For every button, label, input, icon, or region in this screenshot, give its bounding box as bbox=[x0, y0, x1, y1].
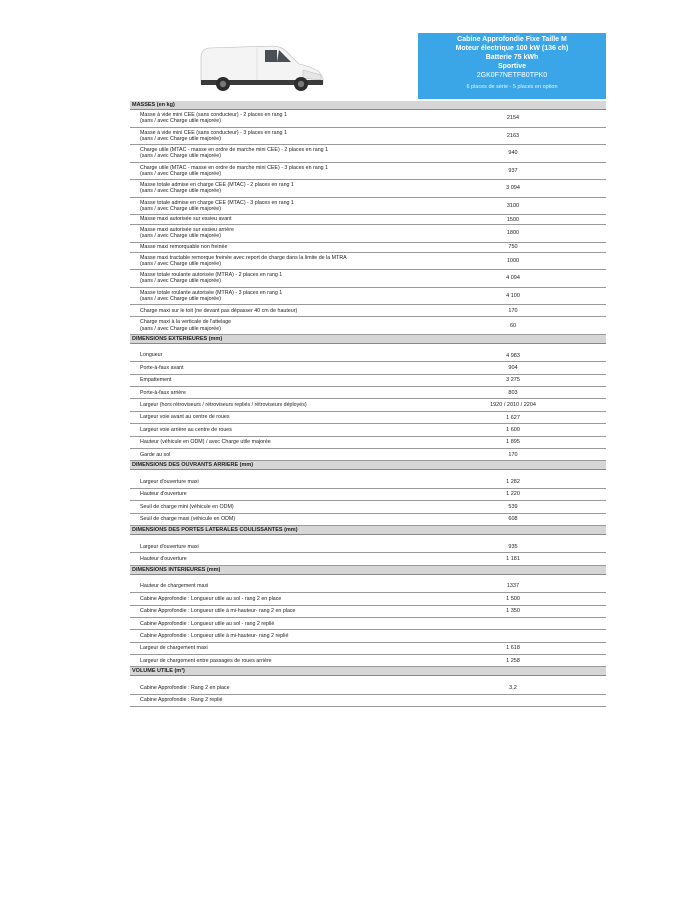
row-label: Masse maxi autorisée sur essieu arrière bbox=[140, 227, 234, 234]
row-label: Garde au sol bbox=[140, 451, 171, 458]
table-row bbox=[130, 215, 606, 225]
row-value: 1 895 bbox=[506, 439, 520, 446]
row-value: 1 220 bbox=[506, 491, 520, 498]
row-value: 1 282 bbox=[506, 479, 520, 486]
spec-table bbox=[130, 101, 606, 707]
row-value: 940 bbox=[508, 150, 518, 157]
row-value: 2154 bbox=[506, 115, 520, 122]
row-value: 1 181 bbox=[506, 556, 520, 563]
row-label: Charge maxi sur le toit (ne devant pas dépasser 40 cm de hauteur) bbox=[140, 307, 298, 314]
row-value: 1800 bbox=[506, 230, 520, 237]
row-sublabel: (sans / avec Charge utile majorée) bbox=[140, 325, 221, 332]
row-value: 1 500 bbox=[506, 595, 520, 602]
row-label: Hauteur d'ouverture bbox=[140, 555, 187, 562]
row-value: 750 bbox=[508, 244, 518, 250]
row-label: Masse maxi autorisée sur essieu avant bbox=[140, 216, 232, 223]
row-sublabel: (sans / avec Charge utile majorée) bbox=[140, 260, 221, 267]
table-row bbox=[130, 553, 606, 565]
table-row bbox=[130, 541, 606, 553]
row-value: 1 627 bbox=[506, 414, 520, 421]
row-label: Masse maxi tractable remorque freinée avec report de charge dans la limite de la MTRA bbox=[140, 254, 347, 261]
row-value: 1500 bbox=[506, 216, 520, 223]
row-label: Largeur d'ouverture maxi bbox=[140, 479, 199, 485]
header-line2: Moteur électrique 100 kW (136 ch) bbox=[455, 45, 569, 52]
row-sublabel: (sans / avec Charge utile majorée) bbox=[140, 118, 221, 125]
table-row bbox=[130, 581, 606, 593]
row-label: Cabine Approfondie : Rang 2 replié bbox=[140, 697, 223, 704]
row-value: 803 bbox=[508, 389, 518, 396]
row-value: 3 094 bbox=[506, 185, 520, 192]
row-label: Masse totale admise en charge CEE (MTAC) - 3 places en rang 1 bbox=[140, 199, 294, 206]
row-label: Charge utile (MTAC - masse en ordre de marche mini CEE) - 2 places en rang 1 bbox=[140, 147, 329, 154]
row-value: 608 bbox=[508, 516, 518, 523]
row-value: 4 983 bbox=[506, 352, 520, 359]
row-value: 1 350 bbox=[506, 608, 520, 615]
table-row bbox=[130, 449, 606, 461]
row-label: Cabine Approfondie : Longueur utile au sol - rang 2 en place bbox=[140, 595, 282, 602]
row-label: Porte-à-faux arrière bbox=[140, 389, 186, 396]
row-value: 539 bbox=[508, 503, 518, 510]
row-value: 2163 bbox=[506, 132, 520, 139]
row-sublabel: (sans / avec Charge utile majorée) bbox=[140, 278, 221, 285]
row-value: 1 258 bbox=[506, 657, 520, 664]
row-sublabel: (sans / avec Charge utile majorée) bbox=[140, 170, 221, 177]
row-label: Largeur d'ouverture maxi bbox=[140, 543, 199, 550]
places-note: 6 places de série - 5 places en option bbox=[466, 84, 558, 90]
table-row bbox=[130, 593, 606, 605]
row-label: Charge maxi à la verticale de l'attelage bbox=[140, 319, 232, 326]
row-value: 4 094 bbox=[506, 275, 520, 282]
table-row bbox=[130, 655, 606, 667]
row-label: Largeur voie avant au centre de roues bbox=[140, 414, 230, 421]
row-label: Largeur de chargement entre passages de roues arrière bbox=[140, 657, 272, 664]
table-row bbox=[130, 476, 606, 488]
row-value: 935 bbox=[508, 543, 518, 550]
row-sublabel: (sans / avec Charge utile majorée) bbox=[140, 205, 221, 212]
row-sublabel: (sans / avec Charge utile majorée) bbox=[140, 153, 221, 160]
row-label: Hauteur d'ouverture bbox=[140, 491, 187, 498]
row-value: 1337 bbox=[506, 583, 520, 590]
table-row bbox=[130, 253, 606, 271]
table-row bbox=[130, 618, 606, 630]
table-row bbox=[130, 198, 606, 216]
row-value: 170 bbox=[508, 307, 518, 314]
table-row bbox=[130, 437, 606, 449]
table-row bbox=[130, 514, 606, 526]
van-image bbox=[195, 38, 330, 96]
table-row bbox=[130, 643, 606, 655]
row-value: 170 bbox=[508, 451, 518, 458]
section-dimensions-interieures: DIMENSIONS INTERIEURES (mm) bbox=[130, 566, 606, 575]
row-label: Largeur de chargement maxi bbox=[140, 645, 208, 652]
table-row bbox=[130, 424, 606, 436]
row-value: 1 618 bbox=[506, 645, 520, 652]
row-label: Cabine Approfondie : Longueur utile au sol - rang 2 replié bbox=[140, 620, 275, 627]
table-row bbox=[130, 362, 606, 374]
table-row bbox=[130, 387, 606, 399]
row-sublabel: (sans / avec Charge utile majorée) bbox=[140, 188, 221, 195]
row-value: 4 100 bbox=[506, 292, 520, 299]
table-row bbox=[130, 412, 606, 424]
row-value: 937 bbox=[508, 167, 518, 174]
row-label: Cabine Approfondie : Rang 2 en place bbox=[140, 685, 230, 692]
section-volume-utile: VOLUME UTILE (m³) bbox=[130, 667, 606, 676]
section-masses: MASSES (en kg) bbox=[130, 101, 606, 110]
row-value: 60 bbox=[509, 322, 517, 329]
row-label: Cabine Approfondie : Longueur utile à mi-hauteur- rang 2 replié bbox=[140, 632, 289, 639]
header-line4: Sportive bbox=[497, 63, 526, 70]
row-sublabel: (sans / avec Charge utile majorée) bbox=[140, 295, 221, 302]
table-row bbox=[130, 695, 606, 707]
row-value: 3,2 bbox=[509, 685, 517, 692]
row-label: Masse totale roulante autorisée (MTRA) - 2 places en rang 1 bbox=[140, 272, 283, 279]
header-line1: Cabine Approfondie Fixe Taille M bbox=[457, 36, 567, 43]
row-label: Masse maxi remorquable non freinée bbox=[140, 243, 228, 250]
row-label: Largeur voie arrière au centre de roues bbox=[140, 426, 232, 433]
row-label: Seuil de charge maxi (véhicule en ODM) bbox=[140, 516, 236, 523]
row-label: Hauteur de chargement maxi bbox=[140, 583, 209, 590]
table-row bbox=[130, 501, 606, 513]
table-row bbox=[130, 682, 606, 694]
row-value: 904 bbox=[508, 364, 518, 371]
row-value: 1 600 bbox=[506, 426, 520, 433]
row-label: Largeur (hors rétroviseurs / rétroviseurs repliés / rétroviseurs déployés) bbox=[140, 402, 307, 409]
table-row bbox=[130, 399, 606, 411]
row-label: Seuil de charge mini (véhicule en ODM) bbox=[140, 503, 234, 510]
section-portes-laterales: DIMENSIONS DES PORTES LATERALES COULISSANTES (mm) bbox=[130, 526, 606, 535]
row-label: Empattement bbox=[140, 377, 172, 384]
table-row bbox=[130, 350, 606, 362]
header-line3: Batterie 75 kWh bbox=[485, 54, 539, 61]
row-sublabel: (sans / avec Charge utile majorée) bbox=[140, 135, 221, 142]
row-value: 3100 bbox=[506, 202, 520, 209]
row-label: Cabine Approfondie : Longueur utile à mi-hauteur- rang 2 en place bbox=[140, 608, 296, 615]
table-row bbox=[130, 163, 606, 181]
row-sublabel: (sans / avec Charge utile majorée) bbox=[140, 233, 221, 240]
row-value: 1920 / 2010 / 2204 bbox=[490, 402, 536, 409]
row-label: Masse à vide mini CEE (sans conducteur) - 3 places en rang 1 bbox=[140, 129, 287, 136]
row-label: Masse totale admise en charge CEE (MTAC) - 2 places en rang 1 bbox=[140, 182, 294, 189]
table-row bbox=[130, 288, 606, 306]
table-row bbox=[130, 243, 606, 253]
section-ouvrants-arriere: DIMENSIONS DES OUVRANTS ARRIERE (mm) bbox=[130, 461, 606, 470]
row-value: 3 275 bbox=[506, 377, 520, 384]
row-label: Porte-à-faux avant bbox=[140, 364, 184, 371]
table-row bbox=[130, 145, 606, 163]
row-label: Masse à vide mini CEE (sans conducteur) - 2 places en rang 1 bbox=[140, 112, 287, 119]
row-label: Masse totale roulante autorisée (MTRA) - 3 places en rang 1 bbox=[140, 289, 283, 296]
row-value: 1000 bbox=[506, 257, 520, 264]
table-row bbox=[130, 606, 606, 618]
version-header bbox=[418, 33, 606, 99]
table-row bbox=[130, 489, 606, 501]
table-row bbox=[130, 630, 606, 642]
table-row bbox=[130, 375, 606, 387]
row-label: Longueur bbox=[140, 352, 163, 359]
row-label: Charge utile (MTAC - masse en ordre de marche mini CEE) - 3 places en rang 1 bbox=[140, 164, 329, 171]
table-row bbox=[130, 270, 606, 288]
table-row bbox=[130, 317, 606, 335]
section-dimensions-exterieures: DIMENSIONS EXTERIEURES (mm) bbox=[130, 335, 606, 344]
table-row bbox=[130, 128, 606, 146]
table-row bbox=[130, 225, 606, 243]
version-code: 2GK0F7NETFB0TPK0 bbox=[476, 72, 548, 79]
table-row bbox=[130, 305, 606, 317]
table-row bbox=[130, 180, 606, 198]
row-label: Hauteur (véhicule en ODM) / avec Charge utile majorée bbox=[140, 439, 271, 446]
table-row bbox=[130, 110, 606, 128]
